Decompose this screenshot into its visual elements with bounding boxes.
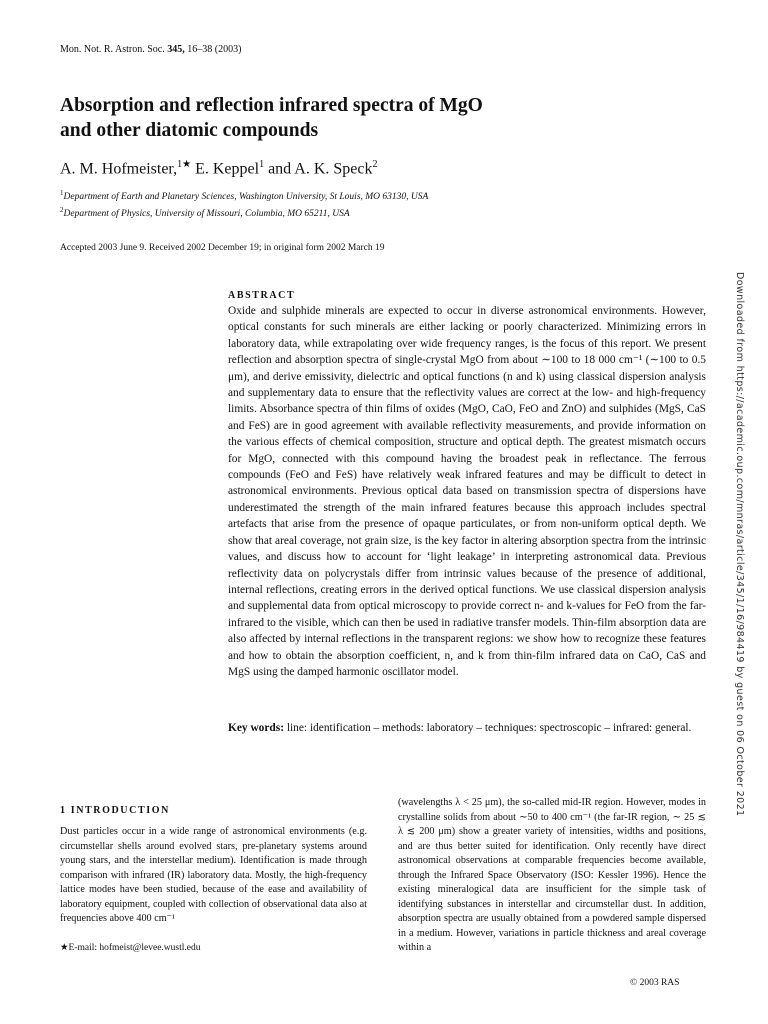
affiliation-2-text: Department of Physics, University of Missouri, Columbia, MO 65211, USA xyxy=(63,209,350,220)
journal-name: Mon. Not. R. Astron. Soc. xyxy=(60,44,165,55)
article-title xyxy=(60,93,660,143)
email-footnote: ★E-mail: hofmeist@levee.wustl.edu xyxy=(60,943,201,953)
author-speck: and A. K. Speck xyxy=(264,160,373,178)
section-heading-introduction: 1 INTRODUCTION xyxy=(60,805,170,816)
affiliation-2 xyxy=(60,204,428,221)
affiliation-2-mark: 2 xyxy=(60,206,64,215)
affiliation-1 xyxy=(60,187,428,204)
keywords-label: Key words: xyxy=(228,722,284,734)
abstract-body: Oxide and sulphide minerals are expected to occur in diverse astronomical environments. However, optical constants for such minerals are either lacking or poorly characterized. Minimizing errors in laboratory data, while extrapolating over wide frequency ranges, is the focus of this report. We present reflection and absorption spectra of single-crystal MgO from about ∼100 to 18 000 cm⁻¹ (∼100 to 0.5 μm), and derive emissivity, dielectric and optical functions (n and k) using classical dispersion analysis and supplementary data to ensure that the reflectivity values are correct at the low- and high-frequency limits. Absorbance spectra of thin films of oxides (MgO, CaO, FeO and ZnO) and sulphides (MgS, CaS and FeS) are in good agreement with available reflectivity measurements, and provide information on the various effects of chemical composition, structure and optical depth. The greatest mismatch occurs for MgO, connected with this compound having the broadest peak in reflectance. The ferrous compounds (FeO and FeS) have relatively weak infrared features and may be difficult to detect in astronomical environments. Previous optical data based on transmission spectra of dispersions have underestimated the strength of the main infrared features because this approach includes spectral artefacts that arise from the presence of opaque particulates, or from non-uniform optical depth. We show that areal coverage, not grain size, is the key factor in altering absorption spectra from the intrinsic values, and discuss how to account for ‘light leakage’ in interpreting astronomical data. Previous reflectivity data on polycrystals differ from intrinsic values because of the presence of additional, internal reflections, creating errors in the derived optical functions. We use classical dispersion analysis and supplemental data from optical microscopy to provide correct n- and k-values for FeO from the far-infrared to the visible, which can then be used in radiative transfer models. Thin-film absorption data are also affected by internal reflections in the transparent regions: we show how to recognize these features and how to obtain the absorption coefficient, n, and k from thin-film infrared data on CaO, CaS and MgS using the damped harmonic oscillator model. xyxy=(228,305,706,678)
keywords-text: line: identification – methods: laboratory – techniques: spectroscopic – infrared: general. xyxy=(284,722,692,734)
journal-volume: 345, xyxy=(167,44,185,55)
copyright-notice: © 2003 RAS xyxy=(630,978,680,988)
author-keppel: E. Keppel xyxy=(191,160,260,178)
journal-pages: 16–38 (2003) xyxy=(187,44,242,55)
received-accepted-dates: Accepted 2003 June 9. Received 2002 December 19; in original form 2002 March 19 xyxy=(60,243,385,253)
author-list xyxy=(60,159,378,178)
author-speck-mark: 2 xyxy=(372,159,378,170)
affiliations xyxy=(60,187,428,221)
download-stamp-text: Downloaded from https://academic.oup.com/mnras/article/345/1/16/984419 by guest on 06 October 2021 xyxy=(734,272,745,817)
author-hofmeister-marks: 1★ xyxy=(177,159,192,170)
abstract-heading: ABSTRACT xyxy=(228,290,296,301)
introduction-right-column: (wavelengths λ < 25 μm), the so-called mid-IR region. However, modes in crystalline solids from about ∼50 to 400 cm⁻¹ (the far-IR region, ∼ 25 ≲ λ ≲ 200 μm) show a greater variety of intensities, widths and positions, and are thus better suited for identification. Only recently have direct astronomical observations at comparable frequencies become available, through the Infrared Space Observatory (ISO: Kessler 1996). Hence the existing mineralogical data are insufficient for the simple task of identifying substances in interstellar and circumstellar dust. In addition, absorption spectra are usually obtained from a powdered sample dispersed in a medium. However, variations in particle thickness and areal coverage within a xyxy=(398,797,706,953)
download-stamp xyxy=(732,272,748,817)
introduction-left-column: Dust particles occur in a wide range of astronomical environments (e.g. circumstellar shells around evolved stars, pre-planetary systems around young stars, and the interstellar medium). Identification is made through comparison with infrared (IR) laboratory data. Mostly, the high-frequency lattice modes have been studied, because of the ease and availability of laboratory equipment, coupled with collection of observational data also at frequencies above 400 cm⁻¹ xyxy=(60,826,367,924)
journal-reference xyxy=(60,44,241,55)
title-line-2: and other diatomic compounds xyxy=(60,120,319,141)
keywords xyxy=(228,720,706,736)
author-keppel-mark: 1 xyxy=(259,159,265,170)
abstract-section xyxy=(228,290,706,680)
affiliation-1-text: Department of Earth and Planetary Sciences, Washington University, St Louis, MO 63130, USA xyxy=(63,192,429,203)
title-line-1: Absorption and reflection infrared spectra of MgO xyxy=(60,95,483,116)
affiliation-1-mark: 1 xyxy=(60,189,64,197)
author-hofmeister: A. M. Hofmeister, xyxy=(60,160,178,178)
